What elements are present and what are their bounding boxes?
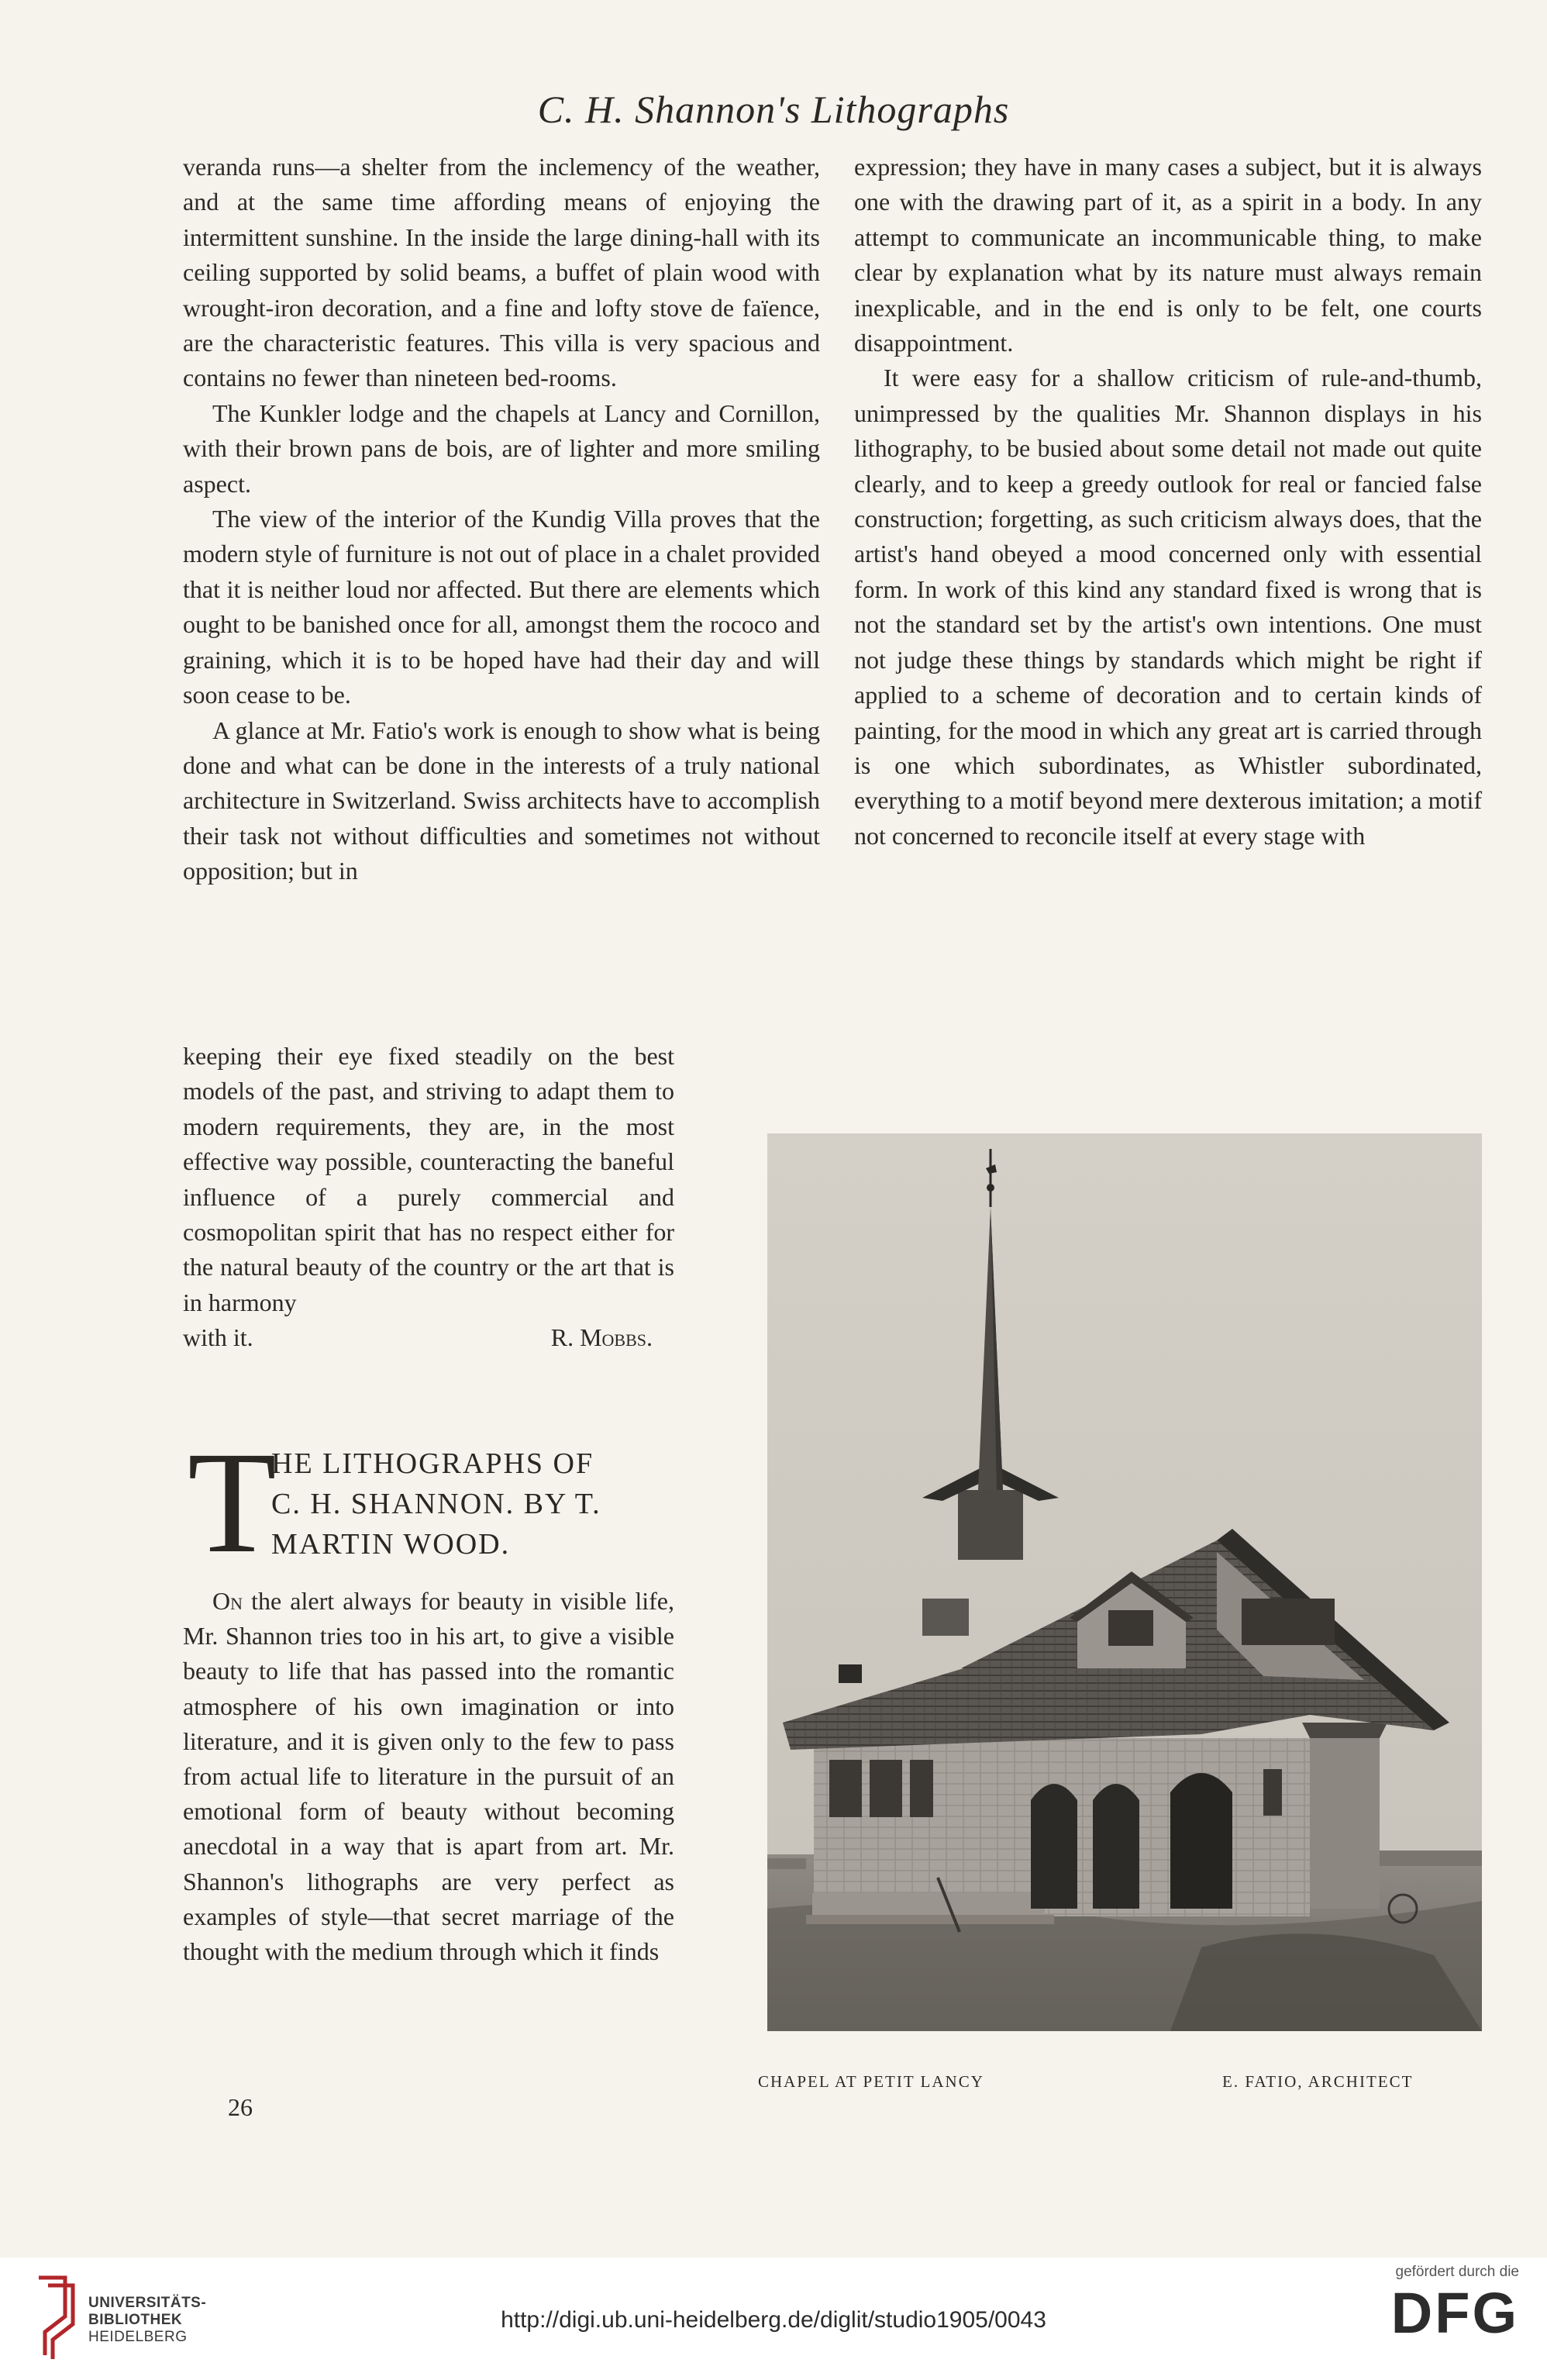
permalink[interactable]: http://digi.ub.uni-heidelberg.de/diglit/studio1905/0043 [501, 2307, 1046, 2333]
library-name-line: HEIDELBERG [88, 2329, 188, 2345]
library-name-line: BIBLIOTHEK [88, 2312, 183, 2328]
paragraph: The view of the interior of the Kundig Villa proves that the modern style of furniture is not out of place in a chalet provided that it is neither loud nor affected. But there are elements which ought to be banished once for all, amongst them the rococo and graining, which it is to be hoped have had their day and will soon cease to be. [183, 505, 820, 709]
paragraph: expression; they have in many cases a subject, but it is always one with the drawing part of it, as a spirit in a body. In any attempt to communicate an incommunicable thing, to make clear by explanation what by its nature must always remain inexplicable, and in the end is only to be felt, one courts disappointment. [854, 153, 1482, 357]
drop-cap: T [188, 1421, 277, 1583]
chapel-photograph [767, 1133, 1482, 2031]
figure-credit: E. FATIO, ARCHITECT [1222, 2072, 1414, 2091]
right-column [854, 150, 1482, 854]
paragraph: keeping their eye fixed steadily on the best models of the past, and striving to adapt them to modern requirements, they are, in the most effective way possible, counteracting the baneful influence of a purely commercial and cosmopolitan spirit that has no respect either for the natural beauty of the country or the art that is in harmony [183, 1042, 674, 1316]
paragraph [183, 1584, 674, 1969]
paragraph: veranda runs—a shelter from the inclemency of the weather, and at the same time affording means of enjoying the intermittent sunshine. In the inside the large dining-hall with its ceiling supported by solid beams, a buffet of plain wood with wrought-iron decoration, and a fine and lofty stove de faïence, are the characteristic features. This villa is very spacious and contains no fewer than nineteen bed-rooms. [183, 153, 820, 392]
signature-line [183, 1320, 674, 1355]
author-signature: R. Mobbs. [550, 1323, 653, 1352]
article-title [271, 1444, 705, 1564]
page-number: 26 [228, 2093, 253, 2121]
left-column [183, 150, 820, 889]
paragraph-text: the alert always for beauty in visible life, Mr. Shannon tries too in his art, to give a visible beauty to life that has passed into the romantic atmosphere of his own imagination or into literature, and it is given only to the few to pass from actual life to literature in the pursuit of an emotional form of beauty without becoming anecdotal in a way that is apart from art. Mr. Shannon's lithographs are very perfect as examples of style—that secret marriage of the thought with the medium through which it finds [183, 1587, 674, 1966]
paragraph: It were easy for a shallow criticism of rule-and-thumb, unimpressed by the qualities Mr. Shannon displays in his lithography, to be busied about some detail not made out quite clearly, and to keep a greedy outlook for real or fancied false construction; forgetting, as such criticism always does, that the artist's hand obeyed a mood concerned only with essential form. In work of this kind any standard fixed is wrong that is not the standard set by the artist's own intentions. One must not judge these things by standards which might be right if applied to a scheme of decoration and to certain kinds of painting, for the mood in which any great art is carried through is one which subordinates, as Whistler subordinated, everything to a motif beyond mere dexterous imitation; a motif not concerned to reconcile itself at every stage with [854, 364, 1482, 850]
paragraph: The Kunkler lodge and the chapels at Lancy and Cornillon, with their brown pans de bois, are of lighter and more smiling aspect. [183, 398, 820, 498]
dfg-logo: DFG [1390, 2281, 1519, 2345]
left-column-continuation [183, 1039, 674, 1356]
article-heading [183, 1421, 694, 1583]
funder-label: gefördert durch die [1395, 2264, 1519, 2280]
running-head: C. H. Shannon's Lithographs [537, 88, 1010, 131]
article-body [183, 1584, 674, 1969]
figure-caption: CHAPEL AT PETIT LANCY [758, 2072, 984, 2091]
funder-block [1364, 2264, 1519, 2346]
article-title-line: C. H. SHANNON. BY T. [271, 1488, 601, 1520]
library-name-line: UNIVERSITÄTS- [88, 2295, 207, 2311]
sign-off-text: with it. [183, 1323, 253, 1352]
article-title-line: MARTIN WOOD. [271, 1528, 511, 1561]
article-title-line: HE LITHOGRAPHS OF [271, 1447, 594, 1480]
paragraph: A glance at Mr. Fatio's work is enough to show what is being done and what can be done in the interests of a truly national architecture in Switzerland. Swiss architects have to accomplish their task not without difficulties and sometimes not without opposition; but in [183, 716, 820, 885]
lead-word: On [212, 1587, 243, 1615]
